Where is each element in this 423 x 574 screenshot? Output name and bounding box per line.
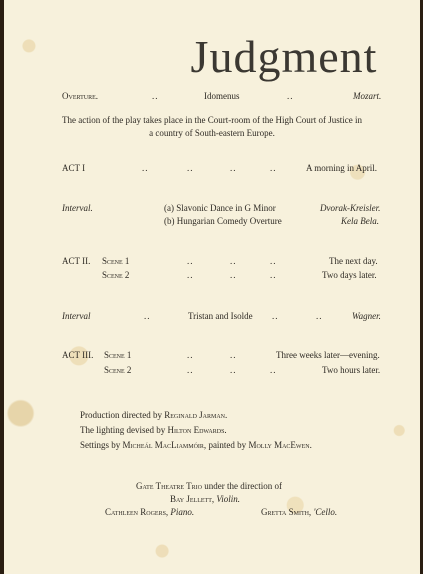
leader-dots: .. [230, 256, 237, 266]
leader-dots: .. [270, 270, 277, 280]
credit-lighting-name: Hilton Edwards. [167, 425, 227, 435]
leader-dots: .. [230, 350, 237, 360]
pianist-name: Cathleen Rogers, [105, 507, 169, 517]
leader-dots: .. [230, 163, 237, 173]
overture-label: Overture. [62, 91, 99, 101]
credit-settings-painter: Molly MacEwen. [248, 440, 312, 450]
leader-dots: .. [152, 91, 159, 101]
play-title: Judgment [190, 31, 378, 82]
act2-time-2: Two days later. [322, 270, 377, 280]
leader-dots: .. [187, 350, 194, 360]
interval2-composer: Wagner. [352, 311, 381, 321]
credit-settings [80, 440, 312, 451]
act1-label: ACT I [62, 163, 86, 173]
leader-dots: .. [187, 365, 194, 375]
interval2-piece: Tristan and Isolde [188, 311, 253, 321]
leader-dots: .. [230, 270, 237, 280]
credit-production [80, 410, 227, 421]
leader-dots: .. [272, 311, 279, 321]
act1-time: A morning in April. [306, 163, 378, 173]
music-line-3b [261, 507, 337, 518]
setting-line-1: The action of the play takes place in the Court-room of the High Court of Justice in [62, 115, 362, 125]
overture-composer: Mozart. [353, 91, 382, 101]
act2-time-1: The next day. [329, 256, 378, 266]
act2-label: ACT II. [62, 256, 91, 266]
violin-label: Violin. [214, 494, 240, 504]
music-line-1 [136, 481, 282, 492]
credit-lighting [80, 425, 227, 436]
leader-dots: .. [187, 270, 194, 280]
leader-dots: .. [270, 365, 277, 375]
overture-piece: Idomenus [204, 91, 240, 101]
act3-time-1: Three weeks later—evening. [276, 350, 380, 360]
act2-scene-1: Scene 1 [102, 256, 130, 266]
interval1-label: Interval. [62, 203, 93, 213]
interval1-composer-1: Dvorak-Kreisler. [320, 203, 381, 213]
act3-scene-2: Scene 2 [104, 365, 132, 375]
piano-label: Piano. [168, 507, 195, 517]
credit-settings-prefix: Settings by [80, 440, 123, 450]
music-line-3a [105, 507, 194, 518]
credit-settings-mid: painted by [206, 440, 249, 450]
interval1-piece-2: (b) Hungarian Comedy Overture [164, 216, 282, 226]
interval1-composer-2: Kela Bela. [341, 216, 379, 226]
interval2-label: Interval [62, 311, 91, 321]
act2-scene-2: Scene 2 [102, 270, 130, 280]
trio-direction: under the direction of [202, 481, 282, 491]
setting-line-2: a country of South-eastern Europe. [149, 128, 275, 138]
credit-settings-name: Micheál MacLiammóir, [122, 440, 207, 450]
trio-name: Gate Theatre Trio [136, 481, 202, 491]
cellist-name: Gretta Smith, [261, 507, 312, 517]
leader-dots: .. [187, 256, 194, 266]
leader-dots: .. [230, 365, 237, 375]
leader-dots: .. [142, 163, 149, 173]
credit-lighting-prefix: The lighting devised by [80, 425, 168, 435]
act3-time-2: Two hours later. [322, 365, 381, 375]
leader-dots: .. [270, 256, 277, 266]
credit-production-prefix: Production directed by [80, 410, 165, 420]
credit-production-name: Reginald Jarman. [164, 410, 228, 420]
leader-dots: .. [187, 163, 194, 173]
leader-dots: .. [270, 163, 277, 173]
leader-dots: .. [287, 91, 294, 101]
music-line-2 [170, 494, 240, 505]
leader-dots: .. [316, 311, 323, 321]
act3-scene-1: Scene 1 [104, 350, 132, 360]
cello-label: 'Cello. [311, 507, 338, 517]
leader-dots: .. [144, 311, 151, 321]
programme-page [4, 0, 420, 574]
interval1-piece-1: (a) Slavonic Dance in G Minor [164, 203, 276, 213]
act3-label: ACT III. [62, 350, 94, 360]
violinist-name: Bay Jellett, [170, 494, 215, 504]
